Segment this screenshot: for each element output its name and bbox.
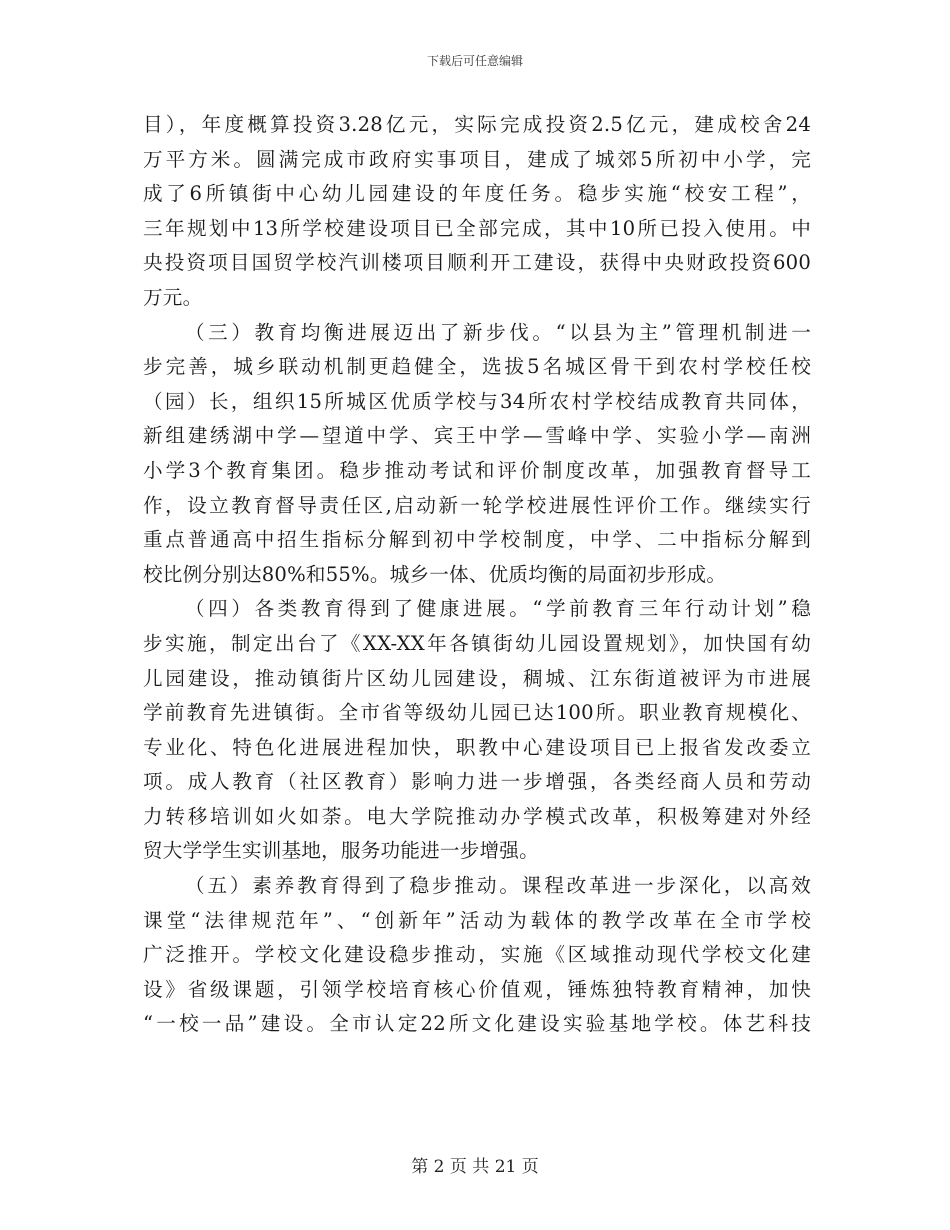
text-line: 校比例分别达80%和55%。城乡一体、优质均衡的局面初步形成。 [143, 562, 727, 586]
text-line: “一校一品”建设。全市认定22所文化建设实验基地学校。体艺科技 [143, 1012, 811, 1036]
text-line: 三年规划中13所学校建设项目已全部完成，其中10所已投入使用。中 [143, 216, 811, 240]
text-line: 作，设立教育督导责任区,启动新一轮学校进展性评价工作。继续实行 [143, 493, 811, 517]
text-line: 专业化、特色化进展进程加快，职教中心建设项目已上报省发改委立 [143, 735, 811, 759]
text-line: 力转移培训如火如荼。电大学院推动办学模式改革，积极筹建对外经 [143, 804, 811, 828]
text-line: 成了6所镇街中心幼儿园建设的年度任务。稳步实施“校安工程”， [143, 182, 811, 206]
text-line: 学前教育先进镇街。全市省等级幼儿园已达100所。职业教育规模化、 [143, 701, 811, 725]
text-line: 重点普通高中招生指标分解到初中学校制度，中学、二中指标分解到 [143, 528, 811, 552]
paragraph-first-line: （三）教育均衡进展迈出了新步伐。“以县为主”管理机制进一 [185, 320, 811, 344]
text-line: 设》省级课题，引领学校培育核心价值观，锤炼独特教育精神，加快 [143, 977, 811, 1001]
text-line: 万元。 [143, 285, 203, 309]
text-line: 小学3个教育集团。稳步推动考试和评价制度改革，加强教育督导工 [143, 458, 811, 482]
text-line: 儿园建设，推动镇街片区幼儿园建设，稠城、江东街道被评为市进展 [143, 666, 811, 690]
text-line: 目），年度概算投资3.28亿元，实际完成投资2.5亿元，建成校舍24 [143, 113, 811, 136]
paragraph-first-line: （四）各类教育得到了健康进展。“学前教育三年行动计划”稳 [185, 597, 811, 621]
paragraph-first-line: （五）素养教育得到了稳步推动。课程改革进一步深化，以高效 [185, 874, 811, 898]
text-line: 步实施，制定出台了《XX-XX年各镇街幼儿园设置规划》，加快国有幼 [143, 631, 811, 655]
document-body [143, 108, 811, 1042]
text-line: 步完善，城乡联动机制更趋健全，选拔5名城区骨干到农村学校任校 [143, 355, 811, 379]
page-header: 下载后可任意编辑 [426, 54, 523, 68]
text-line: 贸大学学生实训基地，服务功能进一步增强。 [143, 839, 539, 863]
text-line: （园）长，组织15所城区优质学校与34所农村学校结成教育共同体， [143, 389, 811, 413]
text-line: 万平方米。圆满完成市政府实事项目，建成了城郊5所初中小学，完 [143, 147, 811, 171]
text-line: 新组建绣湖中学—望道中学、宾王中学—雪峰中学、实验小学—南洲 [143, 424, 811, 448]
text-line: 广泛推开。学校文化建设稳步推动，实施《区域推动现代学校文化建 [143, 943, 811, 967]
text-line: 项。成人教育（社区教育）影响力进一步增强，各类经商人员和劳动 [143, 770, 811, 794]
text-line: 央投资项目国贸学校汽训楼项目顺利开工建设，获得中央财政投资600 [143, 251, 811, 275]
text-line: 课堂“法律规范年”、“创新年”活动为载体的教学改革在全市学校 [143, 908, 811, 932]
page-number-footer: 第 2 页 共 21 页 [411, 1157, 539, 1177]
